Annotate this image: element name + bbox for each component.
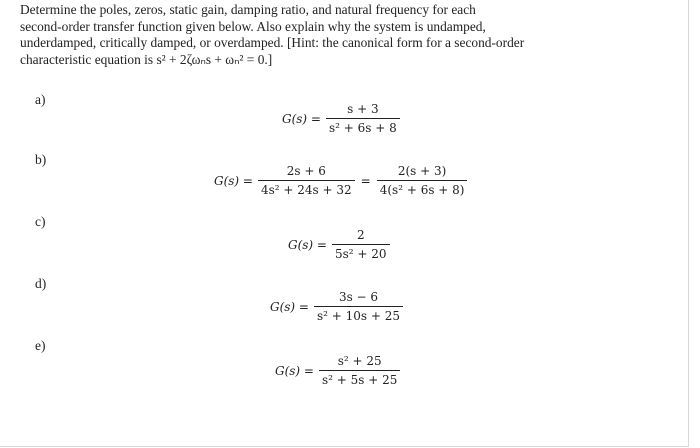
denominator: s² + 10s + 25	[314, 306, 403, 323]
problem-statement	[20, 2, 620, 68]
transfer-function-lhs: G(s) =	[288, 237, 327, 252]
intro-line: characteristic equation is s² + 2ζωₙs + ωₙ² = 0.]	[20, 51, 273, 67]
equation-d	[270, 290, 403, 323]
numerator: 2(s + 3)	[397, 164, 447, 178]
fraction	[258, 164, 355, 197]
equals-sign: =	[360, 173, 371, 188]
intro-line: Determine the poles, zeros, static gain, damping ratio, and natural frequency for each	[20, 2, 476, 17]
fraction	[319, 354, 400, 387]
denominator: s² + 5s + 25	[319, 370, 400, 387]
intro-line: second-order transfer function given below. Also explain why the system is undamped,	[20, 18, 486, 34]
equation-c	[288, 228, 390, 261]
transfer-function-lhs: G(s) =	[270, 299, 309, 314]
fraction	[377, 164, 468, 197]
intro-line: underdamped, critically damped, or overdamped. [Hint: the canonical form for a second-order	[20, 35, 525, 50]
numerator: s + 3	[347, 102, 379, 116]
transfer-function-lhs: G(s) =	[214, 173, 253, 188]
numerator: 3s − 6	[338, 290, 379, 304]
problem-label-a: a)	[35, 92, 46, 107]
denominator: 5s² + 20	[332, 244, 390, 261]
numerator: s² + 25	[337, 354, 382, 368]
fraction	[332, 228, 390, 261]
equation-a	[282, 102, 400, 135]
denominator: 4s² + 24s + 32	[258, 180, 355, 197]
equation-b	[214, 164, 467, 197]
problem-label-e: e)	[35, 338, 46, 353]
numerator: 2	[356, 228, 365, 242]
numerator: 2s + 6	[286, 164, 326, 178]
problem-label-c: c)	[35, 214, 46, 229]
fraction	[326, 102, 400, 135]
denominator: s² + 6s + 8	[326, 118, 400, 135]
equation-e	[275, 354, 400, 387]
transfer-function-lhs: G(s) =	[275, 363, 314, 378]
denominator: 4(s² + 6s + 8)	[377, 180, 468, 197]
problem-label-d: d)	[35, 276, 47, 291]
transfer-function-lhs: G(s) =	[282, 111, 321, 126]
fraction	[314, 290, 403, 323]
problem-label-b: b)	[35, 152, 47, 167]
